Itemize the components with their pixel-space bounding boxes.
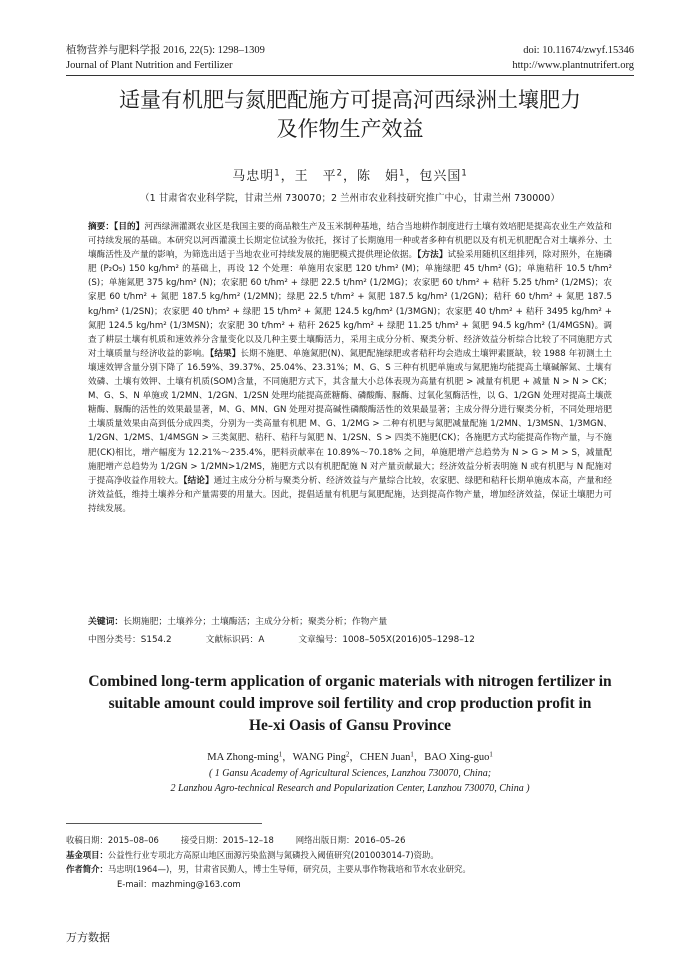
journal-name-en: Journal of Plant Nutrition and Fertilizer (66, 60, 233, 71)
affiliation-cn: （1 甘肃省农业科学院，甘肃兰州 730070；2 兰州市农业科技研究推广中心，甘肃兰州 730000） (140, 193, 560, 204)
keywords-cn (88, 615, 612, 629)
journal-url[interactable]: http://www.plantnutrifert.org (512, 60, 634, 71)
author-en-2-sup: 2 (346, 751, 350, 759)
author-separator: ， (280, 169, 295, 184)
result-label: 【结果】 (209, 348, 241, 359)
author-cn-4: 包兴国 (419, 169, 462, 184)
online-date: 网络出版日期：2016–05–26 (295, 835, 406, 845)
author-en-2: WANG Ping (292, 752, 347, 763)
clc-number: 中图分类号：S154.2 (88, 635, 172, 645)
funding-text: 公益性行业专项北方高原山地区面源污染监测与氮磷投入阈值研究(201003014-7)资助。 (107, 849, 439, 860)
author-bio-text: 马忠明(1964—)，男，甘肃省民勤人，博士生导师，研究员，主要从事作物栽培和节水农业研究。 (107, 864, 471, 874)
abstract-label: 摘要： (88, 222, 114, 232)
title-en-line-3: He-xi Oasis of Gansu Province (248, 717, 452, 734)
title-cn-line-1: 适量有机肥与氮肥配施方可提高河西绿洲土壤肥力 (119, 88, 581, 112)
author-separator: ， (349, 752, 360, 763)
author-separator: ， (342, 169, 357, 184)
objective-text: 河西绿洲灌溉农业区是我国主要的商品粮生产及玉米制种基地，结合当地耕作制度进行土壤有效培肥是提高农业生产效益和可持续发展的基础。本研究以河西灌漠土长期定位试验为依托，探讨了长期施用一种或者多种有机肥以及有机无机肥配合对土壤养分、土壤酶活性及产量的影响，为筛选出适于当地农业可持续发展的施肥模式提供理论依据。 (88, 222, 612, 261)
authors-cn (60, 168, 640, 186)
header-divider (66, 75, 634, 76)
email-line[interactable]: E-mail：mazhming@163.com (117, 878, 241, 889)
author-cn-2: 王 平 (294, 169, 337, 184)
objective-label: 【目的】 (113, 222, 145, 232)
article-number: 文章编号：1008–505X(2016)05–1298–12 (298, 635, 475, 645)
accepted-date: 接受日期：2015–12–18 (180, 835, 274, 845)
affiliation-en-line-2: 2 Lanzhou Agro-technical Research and Popularization Center, Lanzhou 730070, China ) (170, 783, 530, 794)
journal-header-left (66, 43, 265, 73)
authors-en (60, 750, 640, 765)
doi-text: doi: 10.11674/zwyf.15346 (523, 45, 634, 56)
author-cn-1-sup: 1 (274, 167, 281, 178)
keywords-text: 长期施肥；土壤养分；土壤酶活；主成分分析；聚类分析；作物产量 (123, 617, 388, 627)
title-cn-line-2: 及作物生产效益 (276, 117, 424, 141)
footnote-divider (66, 823, 262, 824)
footnotes (66, 833, 636, 891)
received-date: 收稿日期：2015–08–06 (66, 835, 159, 845)
title-en (60, 671, 640, 737)
dates-line (66, 833, 636, 848)
conclusion-label: 【结论】 (183, 475, 214, 486)
title-en-line-1: Combined long-term application of organic materials with nitrogen fertilizer in (88, 673, 612, 690)
affiliation-en (60, 766, 640, 796)
author-en-1-sup: 1 (278, 751, 283, 759)
keywords-label: 关键词： (88, 617, 124, 627)
author-separator: ， (405, 169, 420, 184)
author-bio-line (66, 862, 636, 877)
author-separator: ， (413, 752, 425, 763)
wanfang-watermark: 万方数据 (66, 931, 110, 944)
journal-header-right (512, 43, 634, 73)
funding-label: 基金项目： (66, 849, 108, 860)
author-cn-1: 马忠明 (232, 169, 275, 184)
author-cn-4-sup: 1 (461, 167, 468, 178)
author-cn-2-sup: 2 (336, 167, 343, 178)
method-text: 试验采用随机区组排列，除对照外，在施磷肥 (P₂O₅) 150 kg/hm² 的基础上，再设 12 个处理：单施用农家肥 120 t/hm² (M)；单施绿肥 45 t/hm² (G)；单施秸秆 10.5 t/hm² (S)；单施氮肥 375 kg/hm² (N)；农家肥 60 t/hm² + 绿肥 22.5 t/hm² (1/2MG)；农家肥 60 t/hm² + 秸秆 5.25 t/hm² (1/2MS)；农家肥 60 t/hm² + 氮肥 187.5 kg/hm² (1/2MN)；绿肥 22.5 t/hm² + 氮肥 187.5 kg/hm² (1/2GN)；秸秆 60 t/hm² + 氮肥 187.5 kg/hm² (1/2SN)；农家肥 40 t/hm² + 绿肥 15 t/hm² + 氮肥 124.5 kg/hm² (1/3MGN)；农家肥 40 t/hm² + 秸秆 3495 kg/hm² + 氮肥 124.5 kg/hm² (1/3MSN)；农家肥 30 t/hm² + 秸秆 2625 kg/hm² + 绿肥 11.25 t/hm² + 氮肥 94.5 kg/hm² (1/4MGSN)。调查了耕层土壤有机质和速效养分含量变化以及几种主要土壤酶活力，采用主成分分析、聚类分析、经济效益分析综合比较了不同施肥方式对土壤质量与经济收益的影响。 (88, 250, 612, 359)
author-en-4-sup: 1 (489, 751, 493, 759)
journal-name-cn: 植物营养与肥料学报 2016, 22(5): 1298–1309 (66, 45, 265, 56)
result-text: 长期不施肥、单施氮肥(N)、氮肥配施绿肥或者秸秆均会造成土壤钾素匮缺，较 1988 年初测土土壤速效钾含量分别下降了 16.59%、39.37%、25.04%、23.31%；M、G、S 三种有机肥单施或与氮肥施均能提高土壤碱解氮、土壤有效磷、土壤有效钾、土壤有机质(SOM)含量，不同施肥方式下，其含量大小总体表现为高量有机肥 > 减量有机肥 + 减量 N > N > CK；M、G、S、N 单施或 1/2MN、1/2GN、1/2SN 处理均能提高蔗糖酶、磷酸酶、脲酶、过氧化氢酶活性，以 G、1/2GN 处理对提高土壤蔗糖酶、脲酶的活性的效果最显著，M、G、MN、GN 处理对提高碱性磷酸酶活性的效果最显著；主成分得分进行聚类分析，不同处理培肥土壤质量效果由高到低分成四类，分别为一类高量有机肥 M、G、1/2MG > 二种有机肥与氮肥减量配施 1/2MN、1/3MSN、1/3MGN、1/2GN、1/2MS、1/4MSGN > 三类氮肥、秸秆、秸秆与氮肥 N、1/2SN、S > 四类不施肥(CK)；各施肥方式均能提高作物产量，与不施肥(CK)相比，增产幅度为 12.21%～235.4%，肥料贡献率在 10.89%～70.18% 之间，单施肥增产总趋势为 N > G > M > S，减量配施肥增产总趋势为 1/2GN > 1/2MN>1/2MS，施肥方式以有机肥配施 N 对产量贡献最大；经济效益分析表明施 N 或有机肥与 N 配施对于提高净收益作用较大。 (88, 348, 612, 486)
author-bio-label: 作者简介： (66, 864, 108, 874)
abstract-cn (88, 220, 612, 516)
classification-line (88, 633, 612, 647)
author-cn-3-sup: 1 (399, 167, 406, 178)
author-en-3: CHEN Juan (359, 752, 411, 763)
author-separator: ， (282, 752, 293, 763)
title-cn (60, 86, 640, 144)
conclusion-text: 通过主成分分析与聚类分析、经济效益与产量综合比较，农家肥、绿肥和秸秆长期单施成本高，产量和经济效益低，维持土壤养分和产量需要的用量大。因此，提倡适量有机肥与氮肥配施，达到提高作物产量，增加经济效益，保证土壤肥力可持续发展。 (88, 475, 612, 514)
author-en-1: MA Zhong-ming (207, 752, 279, 763)
affiliation-en-line-1: ( 1 Gansu Academy of Agricultural Sciences, Lanzhou 730070, China; (208, 768, 492, 779)
method-label: 【方法】 (417, 250, 448, 261)
title-en-line-2: suitable amount could improve soil fertility and crop production profit in (108, 695, 592, 712)
funding-line (66, 848, 636, 863)
author-en-3-sup: 1 (410, 751, 414, 759)
author-en-4: BAO Xing-guo (424, 752, 490, 763)
document-code: 文献标识码：A (205, 635, 265, 645)
author-cn-3: 陈 娟 (357, 169, 400, 184)
